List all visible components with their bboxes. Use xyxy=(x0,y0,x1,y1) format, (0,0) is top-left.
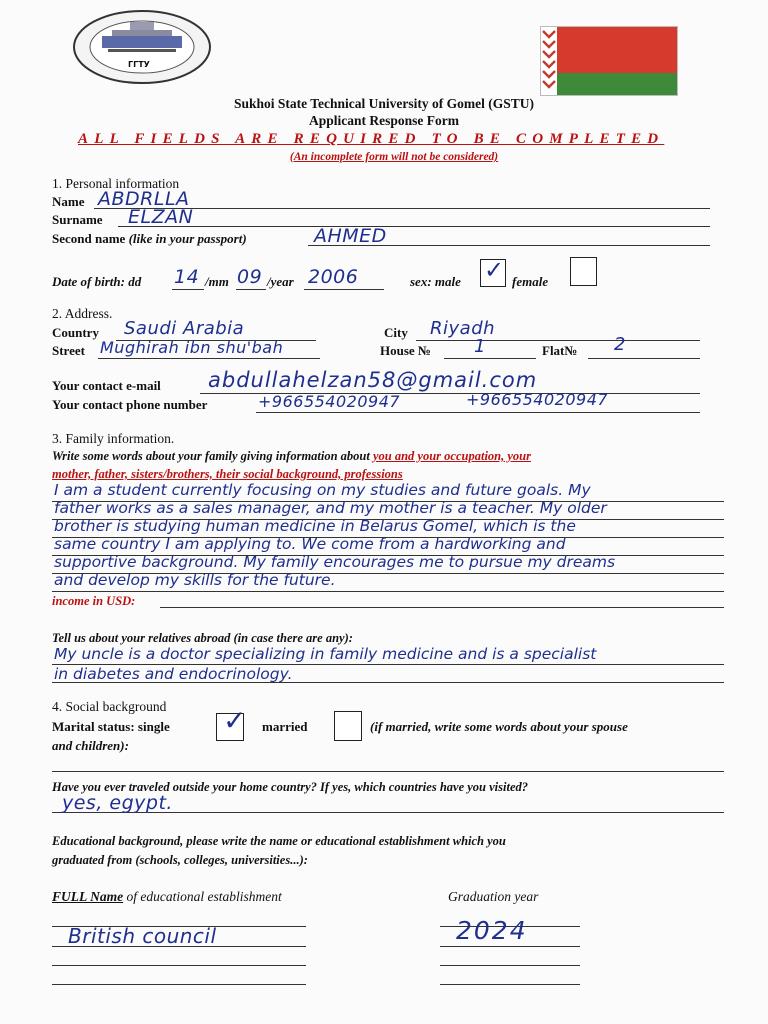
education-prompt-1: Educational background, please write the name or educational establishment which you xyxy=(52,834,506,848)
street-label: Street xyxy=(52,343,85,358)
logo-text: ГГТУ xyxy=(128,60,150,69)
belarus-flag-icon xyxy=(540,26,678,96)
phone-label: Your contact phone number xyxy=(52,397,208,412)
family-prompt-a: Write some words about your family giving information about xyxy=(52,449,370,463)
section-personal-heading: 1. Personal information xyxy=(52,176,180,191)
second-name-hint: (like in your passport) xyxy=(128,231,247,246)
family-text-line[interactable]: and develop my skills for the future. xyxy=(54,571,336,589)
family-text-line[interactable]: I am a student currently focusing on my studies and future goals. My xyxy=(54,481,591,499)
surname-field[interactable]: ELZAN xyxy=(128,206,194,228)
city-field[interactable]: Riyadh xyxy=(430,318,496,339)
female-label: female xyxy=(512,274,549,289)
section-family-heading: 3. Family information. xyxy=(52,431,175,446)
house-label: House № xyxy=(380,343,431,358)
relatives-prompt: Tell us about your relatives abroad (in case there are any): xyxy=(52,631,353,645)
male-label: male xyxy=(434,274,461,289)
second-name-label-text: Second name xyxy=(52,231,126,246)
surname-label: Surname xyxy=(52,212,103,227)
family-text-line[interactable]: father works as a sales manager, and my mother is a teacher. My older xyxy=(54,499,607,517)
section-address-heading: 2. Address. xyxy=(52,306,113,321)
country-label: Country xyxy=(52,325,99,340)
flat-label: Flat№ xyxy=(542,343,578,358)
city-label: City xyxy=(384,325,408,340)
male-checkbox[interactable] xyxy=(480,256,506,287)
street-field[interactable]: Mughirah ibn shu'bah xyxy=(100,338,284,357)
name-label: Name xyxy=(52,194,85,209)
email-field[interactable]: abdullahelzan58@gmail.com xyxy=(208,368,538,392)
travel-field[interactable]: yes, egypt. xyxy=(62,792,173,814)
family-prompt-c: mother, father, sisters/brothers, their social background, professions xyxy=(52,467,403,481)
single-checkbox[interactable] xyxy=(216,704,247,741)
married-checkbox[interactable] xyxy=(334,711,362,741)
travel-prompt: Have you ever traveled outside your home country? If yes, which countries have you visited? xyxy=(52,780,528,794)
family-text-line[interactable]: brother is studying human medicine in Belarus Gomel, which is the xyxy=(54,517,576,535)
dob-year-field[interactable]: 2006 xyxy=(308,266,359,288)
dob-label xyxy=(52,274,141,290)
sex-label: sex: xyxy=(410,274,432,289)
married-label: married xyxy=(262,719,308,734)
spouse-hint: (if married, write some words about your spouse xyxy=(370,719,628,734)
year-label: /year xyxy=(267,274,294,289)
single-check-icon: ✓ xyxy=(223,704,247,737)
relatives-text-line[interactable]: My uncle is a doctor specializing in family medicine and is a specialist xyxy=(54,645,597,663)
family-text-line[interactable]: supportive background. My family encourages me to pursue my dreams xyxy=(54,553,616,571)
phone-field-2[interactable]: +966554020947 xyxy=(466,390,609,409)
section-social-heading: 4. Social background xyxy=(52,699,167,714)
dd-label: dd xyxy=(128,274,142,289)
full-name-label-u: FULL Name xyxy=(52,889,124,904)
house-field[interactable]: 1 xyxy=(474,336,486,357)
family-text-line[interactable]: same country I am applying to. We come from a hardworking and xyxy=(54,535,566,553)
mm-label: /mm xyxy=(205,274,229,289)
university-title: Sukhoi State Technical University of Gomel (GSTU) xyxy=(233,96,535,111)
establishment-field[interactable]: British council xyxy=(68,924,217,948)
university-logo xyxy=(72,8,212,86)
graduation-year-field[interactable]: 2024 xyxy=(456,916,528,945)
income-label: income in USD: xyxy=(52,594,136,608)
required-notice: ALL FIELDS ARE REQUIRED TO BE COMPLETED xyxy=(78,131,665,147)
full-name-column-header xyxy=(52,889,282,905)
family-prompt xyxy=(52,449,531,464)
incomplete-notice: (An incomplete form will not be considered) xyxy=(289,151,499,163)
dob-label-text: Date of birth: xyxy=(52,274,125,289)
name-field[interactable]: ABDRLLA xyxy=(98,188,190,210)
sex-male-label xyxy=(410,274,461,290)
spouse-field[interactable] xyxy=(52,771,724,772)
flat-field[interactable]: 2 xyxy=(614,334,626,355)
relatives-text-line[interactable]: in diabetes and endocrinology. xyxy=(54,665,293,683)
graduation-year-column-header: Graduation year xyxy=(448,889,539,904)
full-name-label-rest: of educational establishment xyxy=(123,889,282,904)
phone-field-1[interactable]: +966554020947 xyxy=(258,392,401,411)
family-prompt-b: you and your occupation, your xyxy=(372,449,531,463)
second-name-field[interactable]: AHMED xyxy=(314,225,387,247)
country-field[interactable]: Saudi Arabia xyxy=(124,318,245,339)
male-check-icon: ✓ xyxy=(484,256,505,284)
income-field[interactable] xyxy=(160,607,724,608)
dob-month-field[interactable]: 09 xyxy=(237,266,263,288)
dob-day-field[interactable]: 14 xyxy=(174,266,200,288)
email-label: Your contact e-mail xyxy=(52,378,161,393)
marital-label: Marital status: single xyxy=(52,719,170,734)
children-hint: and children): xyxy=(52,738,129,753)
second-name-label xyxy=(52,231,247,247)
female-checkbox[interactable] xyxy=(570,257,597,286)
form-title: Applicant Response Form xyxy=(308,113,459,128)
education-prompt-2: graduated from (schools, colleges, universities...): xyxy=(52,853,308,867)
